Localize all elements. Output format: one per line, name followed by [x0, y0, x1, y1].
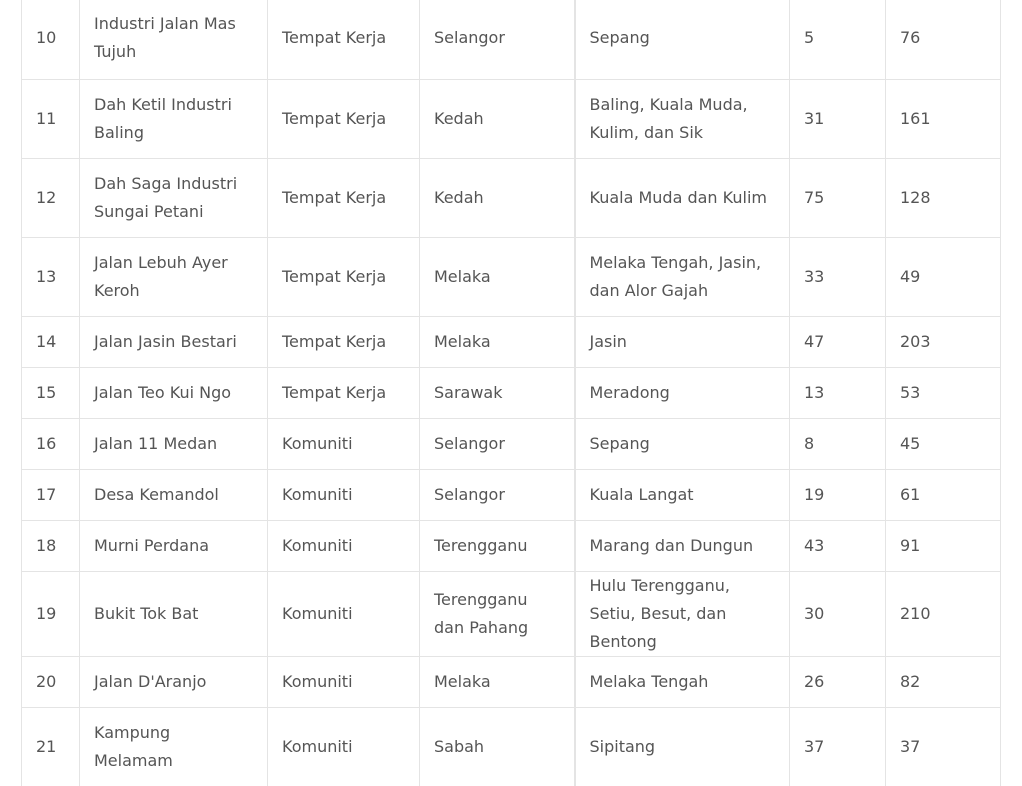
cell-state: Kedah — [420, 159, 575, 238]
cell-state: Melaka — [420, 238, 575, 317]
cell-no: 14 — [22, 317, 80, 368]
cell-district: Meradong — [575, 368, 790, 419]
cell-state: Selangor — [420, 419, 575, 470]
cell-total-cases: 37 — [886, 708, 1001, 786]
cell-category: Tempat Kerja — [268, 368, 420, 419]
cell-category: Tempat Kerja — [268, 159, 420, 238]
cell-state: Selangor — [420, 470, 575, 521]
cell-no: 21 — [22, 708, 80, 786]
table-body — [22, 0, 1001, 786]
table-row — [22, 368, 1001, 419]
table-row — [22, 80, 1001, 159]
cell-category: Tempat Kerja — [268, 317, 420, 368]
cell-district: Jasin — [575, 317, 790, 368]
cell-district: Marang dan Dungun — [575, 521, 790, 572]
cell-cluster-name: Jalan D'Aranjo — [80, 657, 268, 708]
cell-total-cases: 53 — [886, 368, 1001, 419]
cell-category: Komuniti — [268, 470, 420, 521]
cell-state: Kedah — [420, 80, 575, 159]
cell-category: Komuniti — [268, 572, 420, 657]
cell-cluster-name: Bukit Tok Bat — [80, 572, 268, 657]
cell-active-cases: 31 — [790, 80, 886, 159]
table-row — [22, 521, 1001, 572]
cell-total-cases: 161 — [886, 80, 1001, 159]
cell-cluster-name: Murni Perdana — [80, 521, 268, 572]
cell-total-cases: 128 — [886, 159, 1001, 238]
cell-district: Baling, Kuala Muda, Kulim, dan Sik — [575, 80, 790, 159]
table-row — [22, 0, 1001, 80]
cell-state: Selangor — [420, 0, 575, 80]
cell-active-cases: 19 — [790, 470, 886, 521]
cell-total-cases: 61 — [886, 470, 1001, 521]
cell-total-cases: 203 — [886, 317, 1001, 368]
cell-category: Tempat Kerja — [268, 0, 420, 80]
cell-district: Sipitang — [575, 708, 790, 786]
cell-cluster-name: Jalan Lebuh Ayer Keroh — [80, 238, 268, 317]
cell-active-cases: 75 — [790, 159, 886, 238]
table-row — [22, 419, 1001, 470]
cell-no: 13 — [22, 238, 80, 317]
cell-no: 16 — [22, 419, 80, 470]
cell-no: 11 — [22, 80, 80, 159]
cell-district: Melaka Tengah, Jasin, dan Alor Gajah — [575, 238, 790, 317]
cell-state: Melaka — [420, 657, 575, 708]
cell-active-cases: 8 — [790, 419, 886, 470]
table-row — [22, 317, 1001, 368]
cell-total-cases: 91 — [886, 521, 1001, 572]
cell-cluster-name: Jalan 11 Medan — [80, 419, 268, 470]
cell-active-cases: 26 — [790, 657, 886, 708]
cell-category: Komuniti — [268, 657, 420, 708]
cell-active-cases: 33 — [790, 238, 886, 317]
cell-state: Sabah — [420, 708, 575, 786]
cell-no: 12 — [22, 159, 80, 238]
cell-active-cases: 5 — [790, 0, 886, 80]
cell-category: Tempat Kerja — [268, 80, 420, 159]
cell-active-cases: 37 — [790, 708, 886, 786]
cell-cluster-name: Jalan Teo Kui Ngo — [80, 368, 268, 419]
cell-no: 20 — [22, 657, 80, 708]
cell-total-cases: 82 — [886, 657, 1001, 708]
cell-category: Komuniti — [268, 419, 420, 470]
cell-no: 15 — [22, 368, 80, 419]
table-row — [22, 159, 1001, 238]
cell-category: Komuniti — [268, 708, 420, 786]
cell-category: Tempat Kerja — [268, 238, 420, 317]
cell-cluster-name: Jalan Jasin Bestari — [80, 317, 268, 368]
cell-district: Sepang — [575, 419, 790, 470]
cell-cluster-name: Desa Kemandol — [80, 470, 268, 521]
cluster-table — [21, 0, 1001, 786]
cluster-table-container — [21, 0, 1000, 786]
cell-state: Terengganu — [420, 521, 575, 572]
cell-cluster-name: Dah Ketil Industri Baling — [80, 80, 268, 159]
table-row — [22, 708, 1001, 786]
cell-active-cases: 43 — [790, 521, 886, 572]
table-row — [22, 657, 1001, 708]
table-row — [22, 572, 1001, 657]
cell-cluster-name: Kampung Melamam — [80, 708, 268, 786]
cell-no: 17 — [22, 470, 80, 521]
cell-active-cases: 13 — [790, 368, 886, 419]
cell-total-cases: 45 — [886, 419, 1001, 470]
table-row — [22, 238, 1001, 317]
cell-district: Kuala Langat — [575, 470, 790, 521]
cell-no: 18 — [22, 521, 80, 572]
cell-district: Hulu Terengganu, Setiu, Besut, dan Bentong — [575, 572, 790, 657]
cell-state: Melaka — [420, 317, 575, 368]
cell-no: 19 — [22, 572, 80, 657]
cell-active-cases: 30 — [790, 572, 886, 657]
cell-cluster-name: Dah Saga Industri Sungai Petani — [80, 159, 268, 238]
cell-district: Kuala Muda dan Kulim — [575, 159, 790, 238]
cell-state: Sarawak — [420, 368, 575, 419]
cell-cluster-name: Industri Jalan Mas Tujuh — [80, 0, 268, 80]
cell-district: Sepang — [575, 0, 790, 80]
table-row — [22, 470, 1001, 521]
cell-total-cases: 210 — [886, 572, 1001, 657]
cell-district: Melaka Tengah — [575, 657, 790, 708]
cell-total-cases: 49 — [886, 238, 1001, 317]
cell-active-cases: 47 — [790, 317, 886, 368]
cell-no: 10 — [22, 0, 80, 80]
cell-total-cases: 76 — [886, 0, 1001, 80]
cell-state: Terengganu dan Pahang — [420, 572, 575, 657]
cell-category: Komuniti — [268, 521, 420, 572]
